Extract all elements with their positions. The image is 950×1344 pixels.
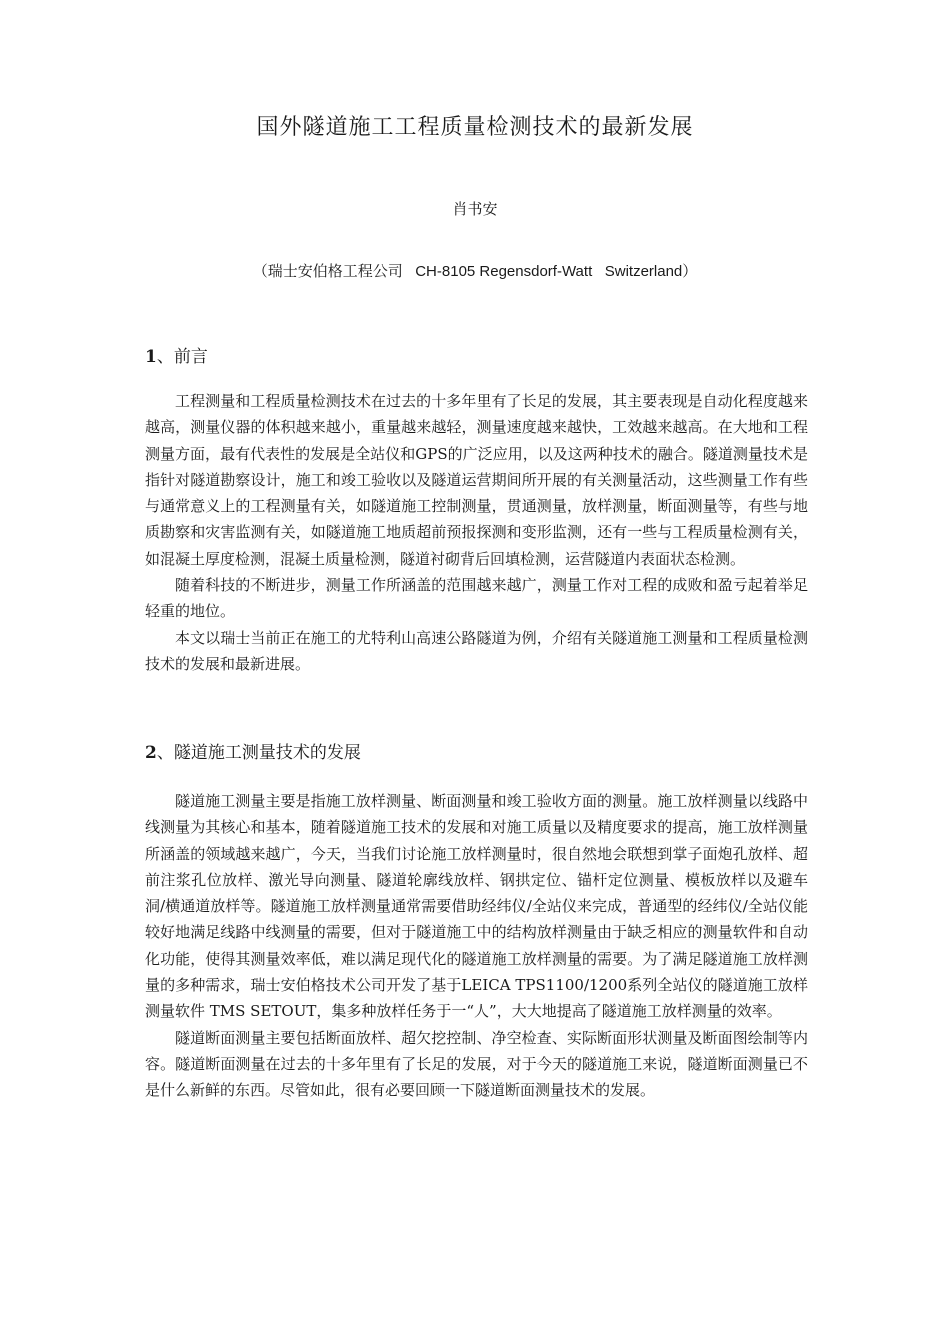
paragraph: 隧道断面测量主要包括断面放样、超欠挖控制、净空检查、实际断面形状测量及断面图绘制等内容。隧道断面测量在过去的十多年里有了长足的发展，对于今天的隧道施工来说，隧道断面测量已不是什么新鲜的东西。尽管如此，很有必要回顾一下隧道断面测量技术的发展。: [145, 1028, 808, 1100]
section-heading-2: [145, 738, 361, 763]
paragraph: 本文以瑞士当前正在施工的尤特利山高速公路隧道为例，介绍有关隧道施工测量和工程质量检测技术的发展和最新进展。: [145, 628, 808, 673]
affiliation-suffix: ）: [682, 262, 698, 280]
section-body-2: [145, 788, 808, 1104]
paragraph: 隧道施工测量主要是指施工放样测量、断面测量和竣工验收方面的测量。施工放样测量以线路中线测量为其核心和基本，随着隧道施工技术的发展和对施工质量以及精度要求的提高，施工放样测量所涵盖的领域越来越广，今天，当我们讨论施工放样测量时，很自然地会联想到掌子面炮孔放样、超前注浆孔位放样、激光导向测量、隧道轮廓线放样、钢拱定位、锚杆定位测量、模板放样以及避车洞/横通道放样等。隧道施工放样测量通常需要借助经纬仪/全站仪来完成，普通型的经纬仪/全站仪能较好地满足线路中线测量的需要，但对于隧道施工中的结构放样测量由于缺乏相应的测量软件和自动化功能，使得其测量效率低，难以满足现代化的隧道施工放样测量的需要。为了满足隧道施工放样测量的多种需求，瑞士安伯格技术公司开发了基于LEICA TPS1100/1200系列全站仪的隧道施工放样测量软件 TMS SETOUT，集多种放样任务于一“人”，大大地提高了隧道施工放样测量的效率。: [145, 792, 808, 1021]
section-number: 1: [145, 347, 157, 367]
section-title: 、前言: [156, 347, 208, 367]
paragraph: 随着科技的不断进步，测量工作所涵盖的范围越来越广，测量工作对工程的成败和盈亏起着举足轻重的地位。: [145, 576, 808, 621]
document-title: 国外隧道施工工程质量检测技术的最新发展: [256, 115, 694, 140]
section-body-1: [145, 388, 808, 677]
author-name: 肖书安: [452, 200, 498, 218]
affiliation-prefix: （瑞士安伯格工程公司: [252, 262, 403, 280]
section-title: 、隧道施工测量技术的发展: [156, 743, 361, 763]
author-affiliation: [0, 260, 950, 281]
section-heading-1: [145, 342, 208, 367]
affiliation-address: CH-8105 Regensdorf-Watt Switzerland: [415, 263, 683, 280]
paragraph: 工程测量和工程质量检测技术在过去的十多年里有了长足的发展，其主要表现是自动化程度越来越高，测量仪器的体积越来越小，重量越来越轻，测量速度越来越快，工效越来越高。在大地和工程测量方面，最有代表性的发展是全站仪和GPS的广泛应用，以及这两种技术的融合。隧道测量技术是指针对隧道勘察设计，施工和竣工验收以及隧道运营期间所开展的有关测量活动，这些测量工作有些与通常意义上的工程测量有关，如隧道施工控制测量，贯通测量，放样测量，断面测量等，有些与地质勘察和灾害监测有关，如隧道施工地质超前预报探测和变形监测，还有一些与工程质量检测有关，如混凝土厚度检测，混凝土质量检测，隧道衬砌背后回填检测，运营隧道内表面状态检测。: [145, 392, 808, 568]
section-number: 2: [145, 743, 157, 763]
